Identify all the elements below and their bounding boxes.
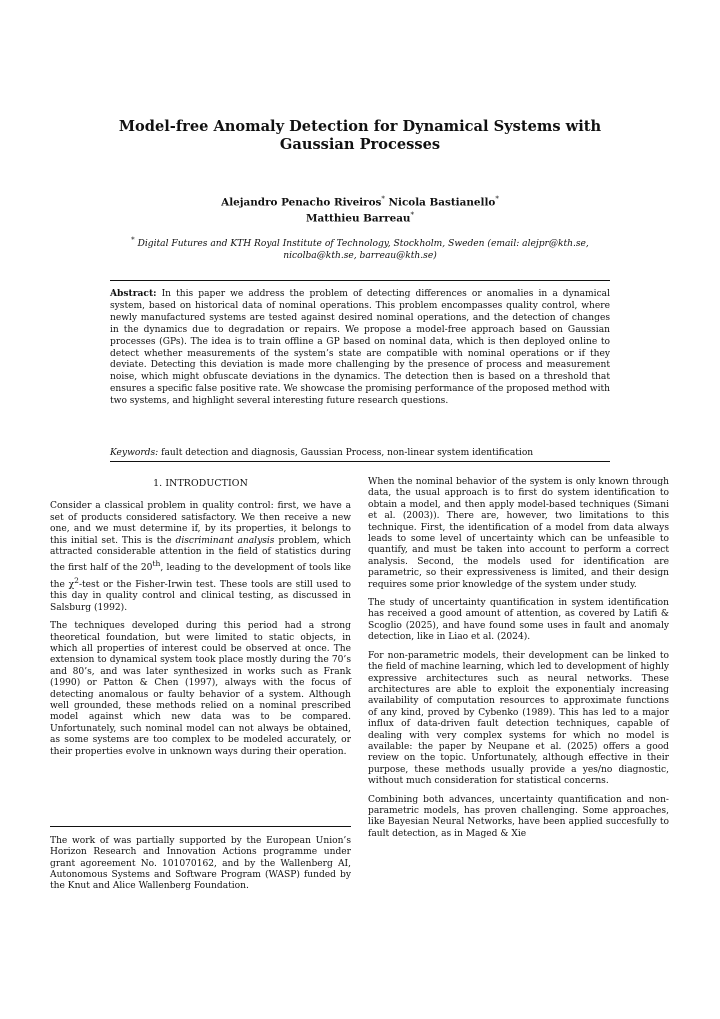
left-column [50, 476, 351, 765]
author-name: Alejandro Penacho Riveiros [221, 196, 382, 209]
keywords-text: fault detection and diagnosis, Gaussian Process, non-linear system identification [161, 448, 534, 458]
abstract [110, 288, 610, 408]
author-list [110, 193, 610, 226]
affiliation-marker: * [131, 236, 135, 244]
abstract-label: Abstract: [110, 288, 157, 299]
paragraph: The techniques developed during this period had a strong theoretical foundation, but were limited to static objects, in which all properties of interest could be observed at once. The extension to dynamical system took place mostly during the 70’s and 80’s, and was later synthesized in works such as Frank (1990) or Patton & Chen (1997), always with the focus of detecting anomalous or faulty behavior of a system. Although well grounded, these methods relied on a nominal prescribed model against which new data was to be compared. Unfortunately, such nominal model can not always be obtained, as some systems are too complex to be modeled accurately, or their properties evolve in unknown ways during their operation. [50, 621, 351, 757]
paper-title: Model-free Anomaly Detection for Dynamical Systems with Gaussian Processes [118, 118, 602, 153]
abstract-bottom-rule [110, 461, 610, 462]
paragraph: For non-parametric models, their development can be linked to the field of machine learning, which led to development of highly expressive architectures such as neural networks. These architectures are able to exploit the exponentialy increasing availability of computation resources to approximate functions of any kind, proved by Cybenko (1989). This has led to a major influx of data-driven fault detection techniques, capable of dealing with very complex systems for which no model is available: the paper by Neupane et al. (2025) offers a good review on the topic. Unfortunately, although effective in their purpose, these methods usually provide a yes/no diagnostic, without much consideration for statistical concerns. [368, 650, 669, 787]
paragraph: When the nominal behavior of the system is only known through data, the usual approach is to first do system identification to obtain a model, and then apply model-based techniques (Simani et al. (2003)). There are, however, two limitations to this technique. First, the identification of a model from data always leads to some level of uncertainty which can be unfeasible to quantify, and must be taken into account to perform a correct analysis. Second, the models used for identification are parametric, so their expressiveness is limited, and their design requires some prior knowledge of the system under study. [368, 477, 669, 590]
keywords [110, 448, 610, 460]
paragraph: The study of uncertainty quantification in system identification has received a good amount of attention, as covered by Latifi & Scoglio (2025), and have found some uses in fault and anomaly detection, like in Liao et al. (2024). [368, 598, 669, 643]
affiliation-marker: * [381, 195, 385, 203]
section-heading: 1. INTRODUCTION [153, 478, 248, 489]
affiliation-text: Digital Futures and KTH Royal Institute of Technology, Stockholm, Sweden (email: alejpr@kth.se, nicolba@kth.se, barreau@kth.se) [137, 239, 589, 262]
author-name: Matthieu Barreau [306, 212, 411, 225]
affiliation-marker: * [410, 211, 414, 220]
author-name: Nicola Bastianello [388, 196, 496, 209]
footnote: The work of was partially supported by the European Union’s Horizon Research and Innovation Actions programme under grant agoreement No. 101070162, and by the Wallenberg AI, Autonomous Systems and Software Program (WASP) funded by the Knut and Alice Wallenberg Foundation. [50, 836, 351, 892]
abstract-top-rule [110, 280, 610, 281]
paragraph: Consider a classical problem in quality control: first, we have a set of products considered satisfactory. We then receive a new one, and we must determine if, by its properties, it belongs to this initial set. This is the discriminant analysis problem, which attracted considerable attention in the field of statistics during the first half of the 20th, leading to the development of tools like the $\chi^2$-test or the Fisher-Irwin test. These tools are still used to this day in quality control and clinical testing, as discussed in Salsburg (1992). [50, 501, 351, 613]
paragraph: Combining both advances, uncertainty quantification and non-parametric models, has proven challenging. Some approaches, like Bayesian Neural Networks, have been applied succesfully to fault detection, as in Maged & Xie [368, 794, 669, 839]
right-column [368, 477, 669, 847]
emphasis-term: discriminant analysis [175, 535, 275, 546]
keywords-label: Keywords: [110, 448, 159, 458]
footnote-rule [50, 826, 351, 827]
affiliation [110, 234, 610, 262]
abstract-text: In this paper we address the problem of detecting differences or anomalies in a dynamical system, based on historical data of nominal operations. This problem encompasses quality control, where newly manufactured systems are tested against desired nominal operations, and the detection of changes in the dynamics due to degradation or repairs. We propose a model-free approach based on Gaussian processes (GPs). The idea is to train offline a GP based on nominal data, which is then deployed online to detect whether measurements of the system’s state are compatible with nominal operations or if they deviate. Detecting this deviation is made more challenging by the presence of process and measurement noise, which might obfuscate deviations in the dynamics. The detection then is based on a threshold that ensures a specific false positive rate. We showcase the promising performance of the proposed method with two systems, and highlight several interesting future research questions. [110, 289, 610, 407]
affiliation-marker: * [495, 195, 499, 203]
